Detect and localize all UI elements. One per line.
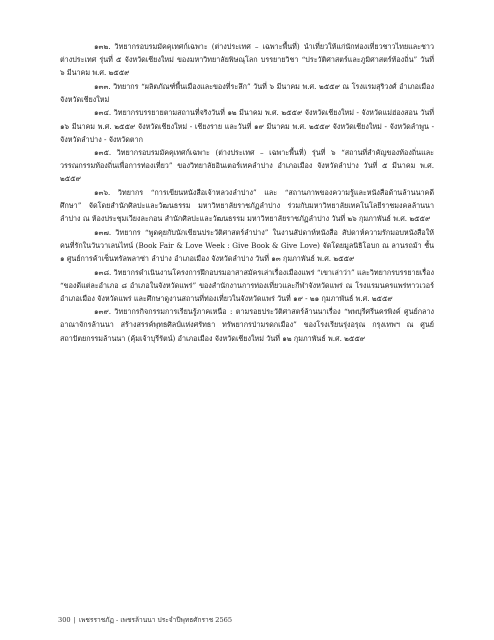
entry-list [60,40,434,345]
entry-133: ๑๓๓. วิทยากร “ผลิตภัณฑ์พื้นเมืองและของที่ระลึก” วันที่ ๖ มีนาคม พ.ศ. ๒๕๕๙ ณ โรงแรมสุริวงศ์ อำเภอเมือง จังหวัดเชียงใหม่ [60,81,434,104]
entry-139: ๑๓๙. วิทยากรกิจกรรมการเรียนรู้ภาคเหนือ : ตามรอยประวัติศาสตร์ล้านนาเรื่อง “พพบุรีศรีนครพิงค์ ศูนย์กลางอาณาจักรล้านนา สร้างสรรค์พุทธศิลป์แห่งศรัทธา ทรัพยากรป่ามรดกเมือง” ของโรงเรียนรุ่งอรุณ กรุงเทพฯ ณ ศูนย์สถาปัตยกรรมล้านนา (คุ้มเจ้าบุรีรัตน์) อำเภอเมือง จังหวัดเชียงใหม่ วันที่ ๑๒ กุมภาพันธ์ พ.ศ. ๒๕๕๙ [60,307,434,343]
page-footer [58,614,232,625]
entry-137: ๑๓๗. วิทยากร “พูดคุยกับนักเขียนประวัติศาสตร์ลำปาง” ในงานสัปดาห์หนังสือ สัปดาห์ความรักมอบหนังสือให้คนที่รักในวันวาเลนไทน์ (Book Fair & Love Week : Give Book & Give Love) จัดโดยมูลนิธิโอบก ณ ลานรถม้า ชั้น ๑ ศูนย์การค้าเซ็นทรัลพลาซ่า ลำปาง อำเภอเมือง จังหวัดลำปาง วันที่ ๑๓ กุมภาพันธ์ พ.ศ. ๒๕๕๙ [60,227,434,263]
entry-138: ๑๓๘. วิทยากรดำเนินงานโครงการฝึกอบรมอาสาสมัครเล่าเรื่องเมืองแพร่ “เขาเล่าว่า” และวิทยากรบรรยายเรื่อง “ของดีแต่ละอำเภอ ๘ อำเภอในจังหวัดแพร่” ของสำนักงานการท่องเที่ยวและกีฬาจังหวัดแพร่ ณ โรงแรมนครแพร่ทาวเวอร์ อำเภอเมือง จังหวัดแพร่ และศึกษาดูงานสถานที่ท่องเที่ยวในจังหวัดแพร่ วันที่ ๑๙ - ๒๑ กุมภาพันธ์ พ.ศ. ๒๕๕๙ [60,267,434,303]
page-number: 300 [58,616,71,624]
entry-135: ๑๓๕. วิทยากรอบรมมัคคุเทศก์เฉพาะ (ต่างประเทศ – เฉพาะพื้นที่) รุ่นที่ ๖ “สถานที่สำคัญของท้องถิ่นและวรรณกรรมท้องถิ่นเพื่อการท่องเที่ยว” ของวิทยาลัยอินเตอร์เทคลำปาง อำเภอเมือง จังหวัดลำปาง วันที่ ๕ มีนาคม พ.ศ. ๒๕๕๙ [60,148,434,184]
footer-separator: | [73,616,76,624]
entry-136: ๑๓๖. วิทยากร “การเขียนหนังสือเจ้าหลวงลำปาง” และ “สถานภาพของความรู้และหนังสือด้านล้านนาคดีศึกษา” จัดโดยสำนักศิลปะและวัฒนธรรม มหาวิทยาลัยราชภัฏลำปาง ร่วมกับมหาวิทยาลัยเทคโนโลยีราชมงคลล้านนา ลำปาง ณ ห้องประชุมเวียงละกอน สำนักศิลปะและวัฒนธรรม มหาวิทยาลัยราชภัฏลำปาง วันที่ ๒๖ กุมภาพันธ์ พ.ศ. ๒๕๕๙ [60,188,434,224]
publication-title: เพชรราชภัฏ - เพชรล้านนา ประจำปีพุทธศักราช 2565 [78,616,233,624]
entry-134: ๑๓๔. วิทยากรบรรยายตามสถานที่จริงวันที่ ๑๒ มีนาคม พ.ศ. ๒๕๕๙ จังหวัดเชียงใหม่ - จังหวัดแม่ฮ่องสอน วันที่ ๑๖ มีนาคม พ.ศ. ๒๕๕๙ จังหวัดเชียงใหม่ - เชียงราย และวันที่ ๑๙ มีนาคม พ.ศ. ๒๕๕๙ จังหวัดเชียงใหม่ - จังหวัดลำพูน - จังหวัดลำปาง - จังหวัดตาก [60,108,434,144]
entry-132: ๑๓๒. วิทยากรอบรมมัคคุเทศก์เฉพาะ (ต่างประเทศ – เฉพาะพื้นที่) นำเที่ยวให้แก่นักท่องเที่ยวชาวไทยและชาวต่างประเทศ รุ่นที่ ๕ จังหวัดเชียงใหม่ ของมหาวิทยาลัยพิษณุโลก บรรยายวิชา “ประวัติศาสตร์และภูมิศาสตร์ท้องถิ่น” วันที่ ๖ มีนาคม พ.ศ. ๒๕๕๙ [60,42,434,78]
